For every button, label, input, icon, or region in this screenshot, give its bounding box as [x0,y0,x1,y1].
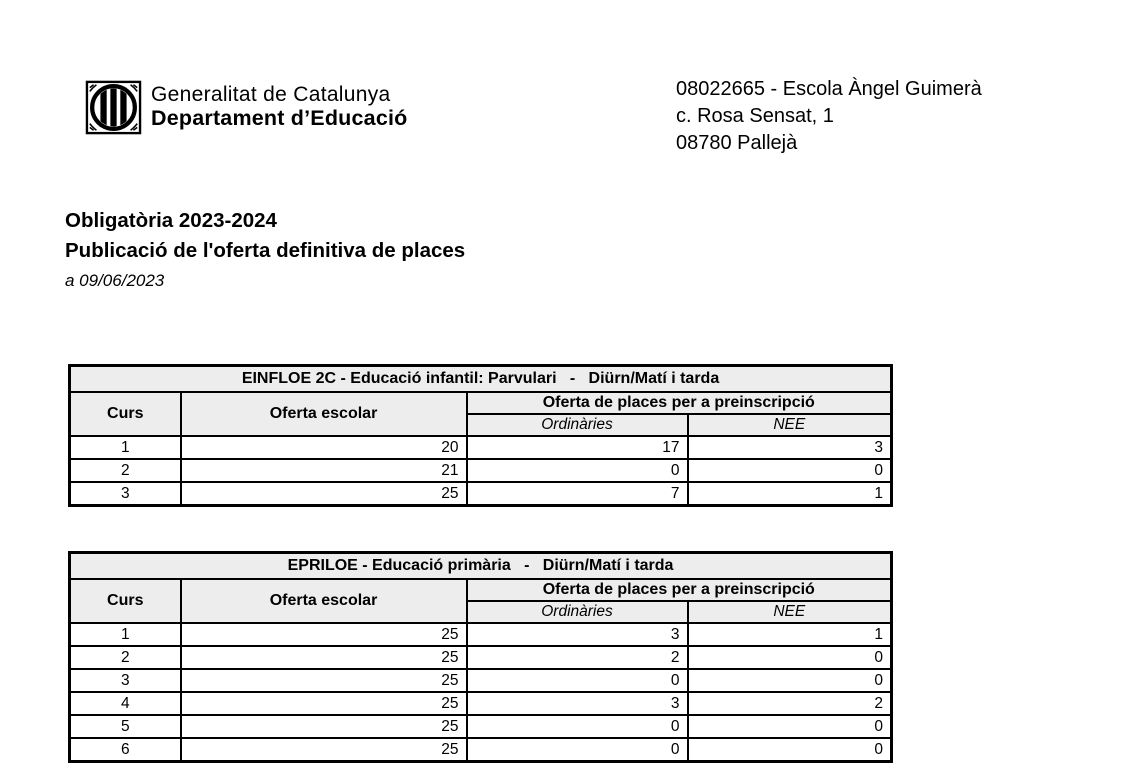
nee-cell: 1 [688,623,892,646]
col-header-curs: Curs [70,392,181,436]
generalitat-catalunya-seal-icon [85,80,142,135]
table-row [70,482,892,506]
brand-header [85,80,408,135]
nee-cell: 1 [688,482,892,506]
curs-cell: 2 [70,646,181,669]
document-titles [65,206,465,294]
table-row [70,738,892,762]
department-name: Departament d’Educació [151,106,408,130]
org-name: Generalitat de Catalunya [151,83,391,106]
table-row [70,623,892,646]
ordinaries-cell: 7 [467,482,688,506]
nee-cell: 0 [688,646,892,669]
table-title: EINFLOE 2C - Educació infantil: Parvulari - Diürn/Matí i tarda [70,366,892,393]
table-header-row [70,579,892,601]
nee-cell: 0 [688,738,892,762]
curs-cell: 2 [70,459,181,482]
col-header-preinscripcio: Oferta de places per a preinscripció [467,579,892,601]
brand-text [151,80,408,130]
oferta-escolar-cell: 25 [181,738,467,762]
table-eprlloe [68,551,893,763]
ordinaries-cell: 0 [467,669,688,692]
curs-cell: 3 [70,482,181,506]
curs-cell: 5 [70,715,181,738]
col-header-ordinaries: Ordinàries [467,601,688,623]
table-row [70,436,892,459]
ordinaries-cell: 2 [467,646,688,669]
doc-date-line: a 09/06/2023 [65,271,165,290]
oferta-escolar-cell: 25 [181,646,467,669]
col-header-oferta-escolar: Oferta escolar [181,579,467,623]
col-header-curs: Curs [70,579,181,623]
table-header-row [70,392,892,414]
nee-cell: 0 [688,459,892,482]
col-header-nee: NEE [688,414,892,436]
ordinaries-cell: 3 [467,623,688,646]
school-street: c. Rosa Sensat, 1 [676,105,834,127]
oferta-escolar-cell: 20 [181,436,467,459]
ordinaries-cell: 3 [467,692,688,715]
col-header-ordinaries: Ordinàries [467,414,688,436]
doc-title-line2: Publicació de l'oferta definitiva de places [65,239,466,262]
oferta-escolar-cell: 25 [181,623,467,646]
ordinaries-cell: 17 [467,436,688,459]
curs-cell: 1 [70,436,181,459]
table-row [70,646,892,669]
oferta-escolar-cell: 25 [181,669,467,692]
col-header-oferta-escolar: Oferta escolar [181,392,467,436]
ordinaries-cell: 0 [467,459,688,482]
col-header-nee: NEE [688,601,892,623]
table-title-row [70,366,892,393]
nee-cell: 0 [688,715,892,738]
table-einfloe-2c [68,364,893,507]
nee-cell: 2 [688,692,892,715]
curs-cell: 6 [70,738,181,762]
curs-cell: 1 [70,623,181,646]
school-code-name: 08022665 - Escola Àngel Guimerà [676,78,982,100]
curs-cell: 3 [70,669,181,692]
table-row [70,692,892,715]
table-row [70,715,892,738]
table-row [70,669,892,692]
col-header-preinscripcio: Oferta de places per a preinscripció [467,392,892,414]
nee-cell: 3 [688,436,892,459]
table-title-row [70,553,892,580]
school-address [676,76,982,157]
oferta-escolar-cell: 21 [181,459,467,482]
nee-cell: 0 [688,669,892,692]
oferta-escolar-cell: 25 [181,482,467,506]
ordinaries-cell: 0 [467,738,688,762]
curs-cell: 4 [70,692,181,715]
school-city: 08780 Pallejà [676,132,798,154]
ordinaries-cell: 0 [467,715,688,738]
table-row [70,459,892,482]
oferta-escolar-cell: 25 [181,715,467,738]
table-title: EPRILOE - Educació primària - Diürn/Matí i tarda [70,553,892,580]
doc-title-line1: Obligatòria 2023-2024 [65,209,277,232]
oferta-escolar-cell: 25 [181,692,467,715]
